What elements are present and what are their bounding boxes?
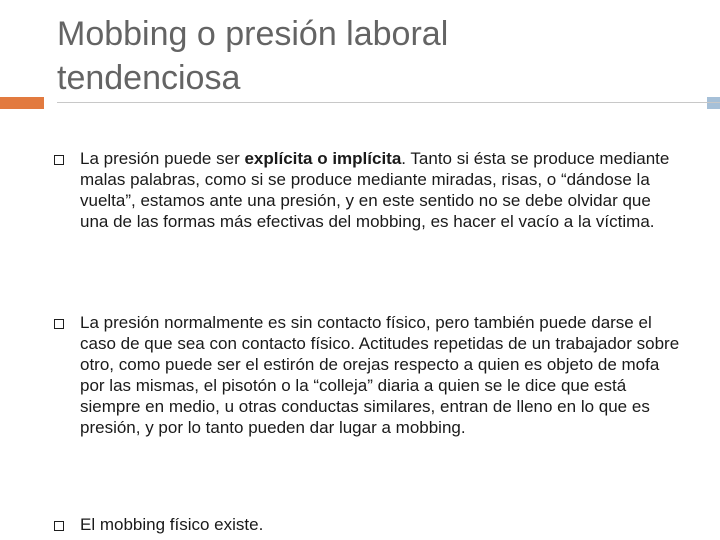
accent-bar-left	[0, 97, 44, 109]
bullet-text-2: La presión normalmente es sin contacto físico, pero también puede darse el caso de que sea con contacto físico. Actitudes repetidas de un trabajador sobre otro, como puede ser el estirón de orejas respecto a quien es objeto de mofa por las mismas, el pisotón o la “colleja” diaria a quien se le dice que está siempre en medio, u otras conductas similares, entran de lleno en lo que es presión, y por lo tanto pueden dar lugar a mobbing.	[80, 313, 680, 437]
square-bullet-icon	[54, 521, 64, 531]
slide-title-line-1: Mobbing o presión laboral	[57, 15, 449, 53]
bullet-1-intro: La presión puede ser	[80, 149, 245, 168]
accent-bar-right	[707, 97, 720, 109]
square-bullet-icon	[54, 155, 64, 165]
slide-title	[57, 12, 657, 100]
bullet-text-1	[80, 148, 682, 232]
bullet-1-emphasis: explícita o implícita	[244, 149, 402, 168]
bullet-text-3: El mobbing físico existe.	[80, 515, 264, 534]
bullet-1-rest: . Tanto si ésta se produce mediante malas palabras, como si se produce mediante miradas, risas, o “dándose la vuelta”, estamos ante una presión, y en este sentido no se debe olvidar que una de las formas más efectivas del mobbing, es hacer el vacío a la víctima.	[80, 149, 670, 231]
square-bullet-icon	[54, 319, 64, 329]
slide-title-line-2: tendenciosa	[57, 59, 241, 97]
title-divider	[57, 102, 720, 103]
